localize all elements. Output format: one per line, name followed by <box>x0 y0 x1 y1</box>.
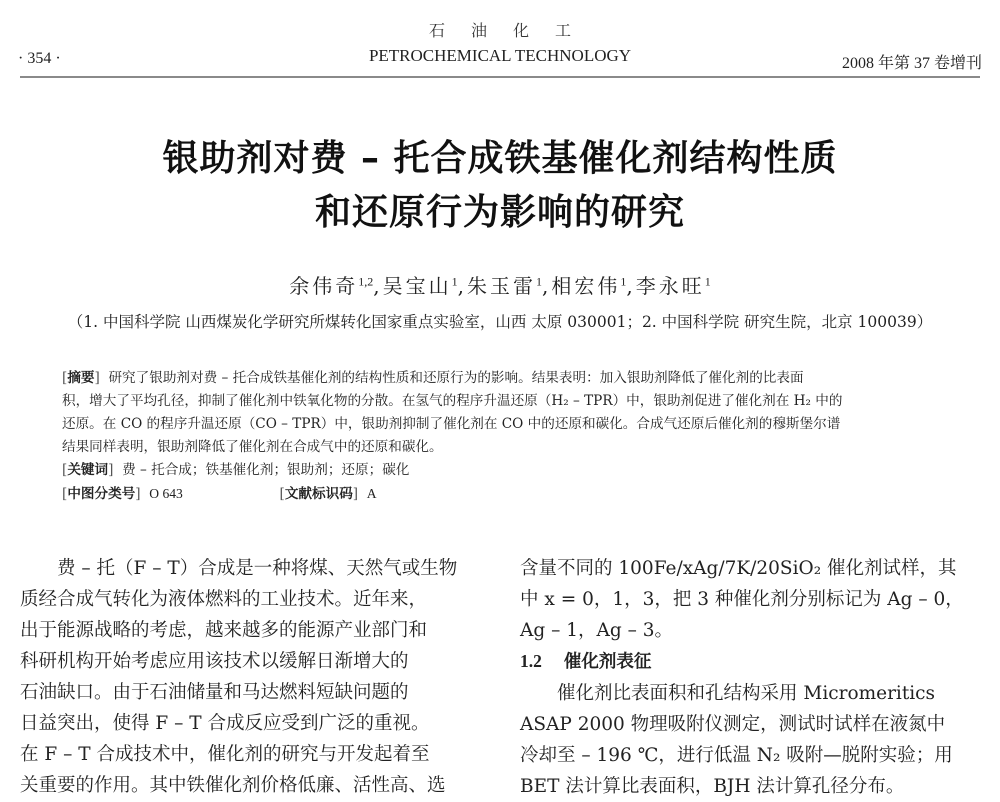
abstract-line: 还原。在 CO 的程序升温还原（CO – TPR）中，银助剂抑制了催化剂在 CO 中的还原和碳化。合成气还原后催化剂的穆斯堡尔谱 <box>62 416 841 432</box>
author-affil-mark: 1 <box>704 274 711 289</box>
author-affil-mark: 1 <box>620 274 627 289</box>
page-number: · 354 · <box>18 50 61 67</box>
body-line: BET 法计算比表面积，BJH 法计算孔径分布。 <box>520 776 905 797</box>
abstract-row: [摘要] 研究了银助剂对费 – 托合成铁基催化剂的结构性质和还原行为的影响。结果表明：加入银助剂降低了催化剂的比表面 <box>62 370 804 386</box>
body-line: 催化剂比表面积和孔结构采用 Micromeritics <box>557 683 936 704</box>
journal-name-cn: 石油化工 <box>428 21 597 40</box>
body-line: ASAP 2000 物理吸附仪测定，测试时试样在液氮中 <box>520 714 946 735</box>
body-line: 日益突出，使得 F – T 合成反应受到广泛的重视。 <box>20 713 430 734</box>
journal-name-en: PETROCHEMICAL TECHNOLOGY <box>368 46 632 65</box>
abstract-block <box>62 367 942 506</box>
keywords-label: 关键词 <box>67 462 109 478</box>
author-name: 余伟奇 <box>289 274 359 298</box>
body-line: 关重要的作用。其中铁催化剂价格低廉、活性高、选 <box>20 775 446 796</box>
section-heading <box>520 646 980 678</box>
abstract-line: 结果同样表明，银助剂降低了催化剂在合成气中的还原和碳化。 <box>62 439 443 455</box>
doc-code: A <box>366 486 377 501</box>
classification-row: [中图分类号] O 643 [文献标识码] A <box>62 486 377 502</box>
body-line: Ag – 1，Ag – 3。 <box>520 620 673 641</box>
author-affil-mark: 1 <box>451 274 458 289</box>
section-number: 1.2 <box>520 651 542 671</box>
author-affil-mark: 1 <box>536 274 542 289</box>
abstract-label: 摘要 <box>67 370 95 386</box>
title-line-1: 银助剂对费 – 托合成铁基催化剂结构性质 <box>162 138 838 179</box>
header-divider <box>20 76 980 78</box>
keywords-row: [关键词] 费 – 托合成；铁基催化剂；银助剂；还原；碳化 <box>62 462 410 478</box>
section-title: 催化剂表征 <box>563 652 652 672</box>
doc-code-label: 文献标识码 <box>284 486 353 502</box>
body-right-column <box>520 553 980 802</box>
keywords: 费 – 托合成；铁基催化剂；银助剂；还原；碳化 <box>122 462 410 478</box>
body-line: 质经合成气转化为液体燃料的工业技术。近年来， <box>20 589 428 610</box>
body-line: 中 x = 0，1，3，把 3 种催化剂分别标记为 Ag – 0， <box>520 589 964 610</box>
body-line: 科研机构开始考虑应用该技术以缓解日渐增大的 <box>20 651 409 672</box>
author-list: 余伟奇$^{1,2}$,吴宝山$^1$,朱玉雷$^1$,相宏伟$^1$,李永旺$^1$ <box>289 274 711 298</box>
author-name: 朱玉雷 <box>467 274 536 298</box>
title-line-2: 和还原行为影响的研究 <box>314 192 685 233</box>
affiliations: （1. 中国科学院 山西煤炭化学研究所煤转化国家重点实验室，山西 太原 030001；2. 中国科学院 研究生院，北京 100039） <box>67 313 933 331</box>
body-line: 出于能源战略的考虑，越来越多的能源产业部门和 <box>20 620 428 641</box>
body-line: 在 F – T 合成技术中，催化剂的研究与开发起着至 <box>20 744 430 765</box>
body-left-column <box>20 553 480 801</box>
issue-info: 2008 年第 37 卷增刊 <box>841 55 982 72</box>
author-name: 吴宝山 <box>382 274 452 298</box>
clc-code: O 643 <box>149 486 183 501</box>
body-line: 石油缺口。由于石油储量和马达燃料短缺问题的 <box>20 682 409 703</box>
author-affil-mark: 1,2 <box>358 274 374 289</box>
abstract-line: 研究了银助剂对费 – 托合成铁基催化剂的结构性质和还原行为的影响。结果表明：加入银助剂降低了催化剂的比表面 <box>108 370 804 386</box>
author-name: 相宏伟 <box>551 274 621 298</box>
body-line: 含量不同的 100Fe/xAg/7K/20SiO₂ 催化剂试样，其 <box>520 558 957 579</box>
body-line: 冷却至 – 196 ℃，进行低温 N₂ 吸附—脱附实验；用 <box>520 745 953 766</box>
article-title <box>0 132 1000 240</box>
author-name: 李永旺 <box>635 274 705 298</box>
clc-label: 中图分类号 <box>67 486 136 502</box>
body-line: 费 – 托（F – T）合成是一种将煤、天然气或生物 <box>57 558 458 579</box>
running-header <box>0 0 1000 82</box>
abstract-line: 积，增大了平均孔径，抑制了催化剂中铁氧化物的分散。在氢气的程序升温还原（H₂ – TPR）中，银助剂促进了催化剂在 H₂ 中的 <box>62 393 843 409</box>
